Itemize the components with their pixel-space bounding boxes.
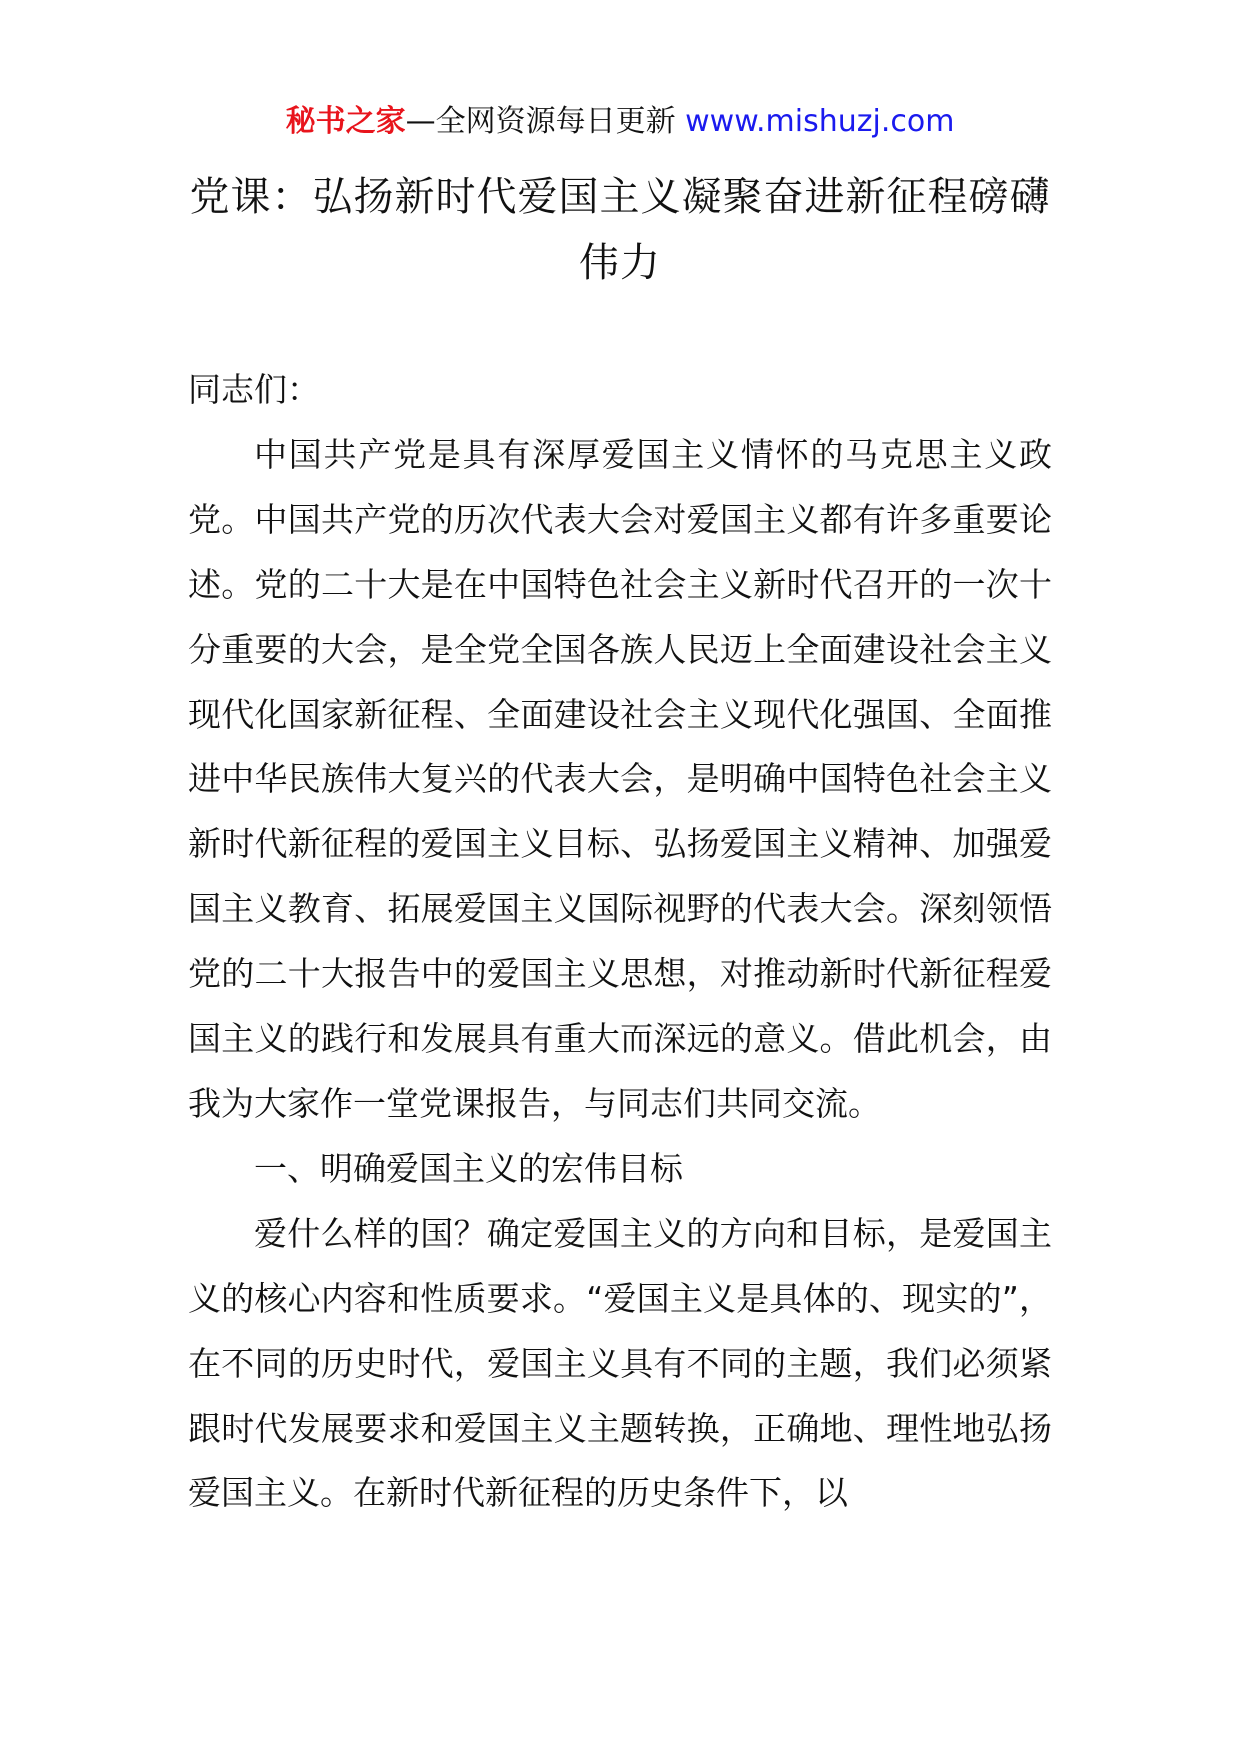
section-heading-1: 一、明确爱国主义的宏伟目标 (254, 1148, 683, 1188)
document-body (188, 358, 1052, 1526)
salutation: 同志们： (188, 370, 320, 409)
brand-name: 秘书之家 (285, 104, 406, 139)
header-tagline: —全网资源每日更新 (405, 104, 686, 139)
document-title: 党课：弘扬新时代爱国主义凝聚奋进新征程磅礴伟力 (189, 174, 1051, 286)
paragraph-section-1: 爱什么样的国？确定爱国主义的方向和目标，是爱国主义的核心内容和性质要求。“爱国主义是具体的、现实的”，在不同的历史时代，爱国主义具有不同的主题，我们必须紧跟时代发展要求和爱国主义主题转换，正确地、理性地弘扬爱国主义。在新时代新征程的历史条件下，以 (188, 1213, 1052, 1513)
site-header (0, 100, 1240, 144)
site-url-link[interactable]: www.mishuzj.com (685, 104, 955, 139)
paragraph-intro: 中国共产党是具有深厚爱国主义情怀的马克思主义政党。中国共产党的历次代表大会对爱国主义都有许多重要论述。党的二十大是在中国特色社会主义新时代召开的一次十分重要的大会，是全党全国各族人民迈上全面建设社会主义现代化国家新征程、全面建设社会主义现代化强国、全面推进中华民族伟大复兴的代表大会，是明确中国特色社会主义新时代新征程的爱国主义目标、弘扬爱国主义精神、加强爱国主义教育、拓展爱国主义国际视野的代表大会。深刻领悟党的二十大报告中的爱国主义思想，对推动新时代新征程爱国主义的践行和发展具有重大而深远的意义。借此机会，由我为大家作一堂党课报告，与同志们共同交流。 (188, 434, 1052, 1123)
